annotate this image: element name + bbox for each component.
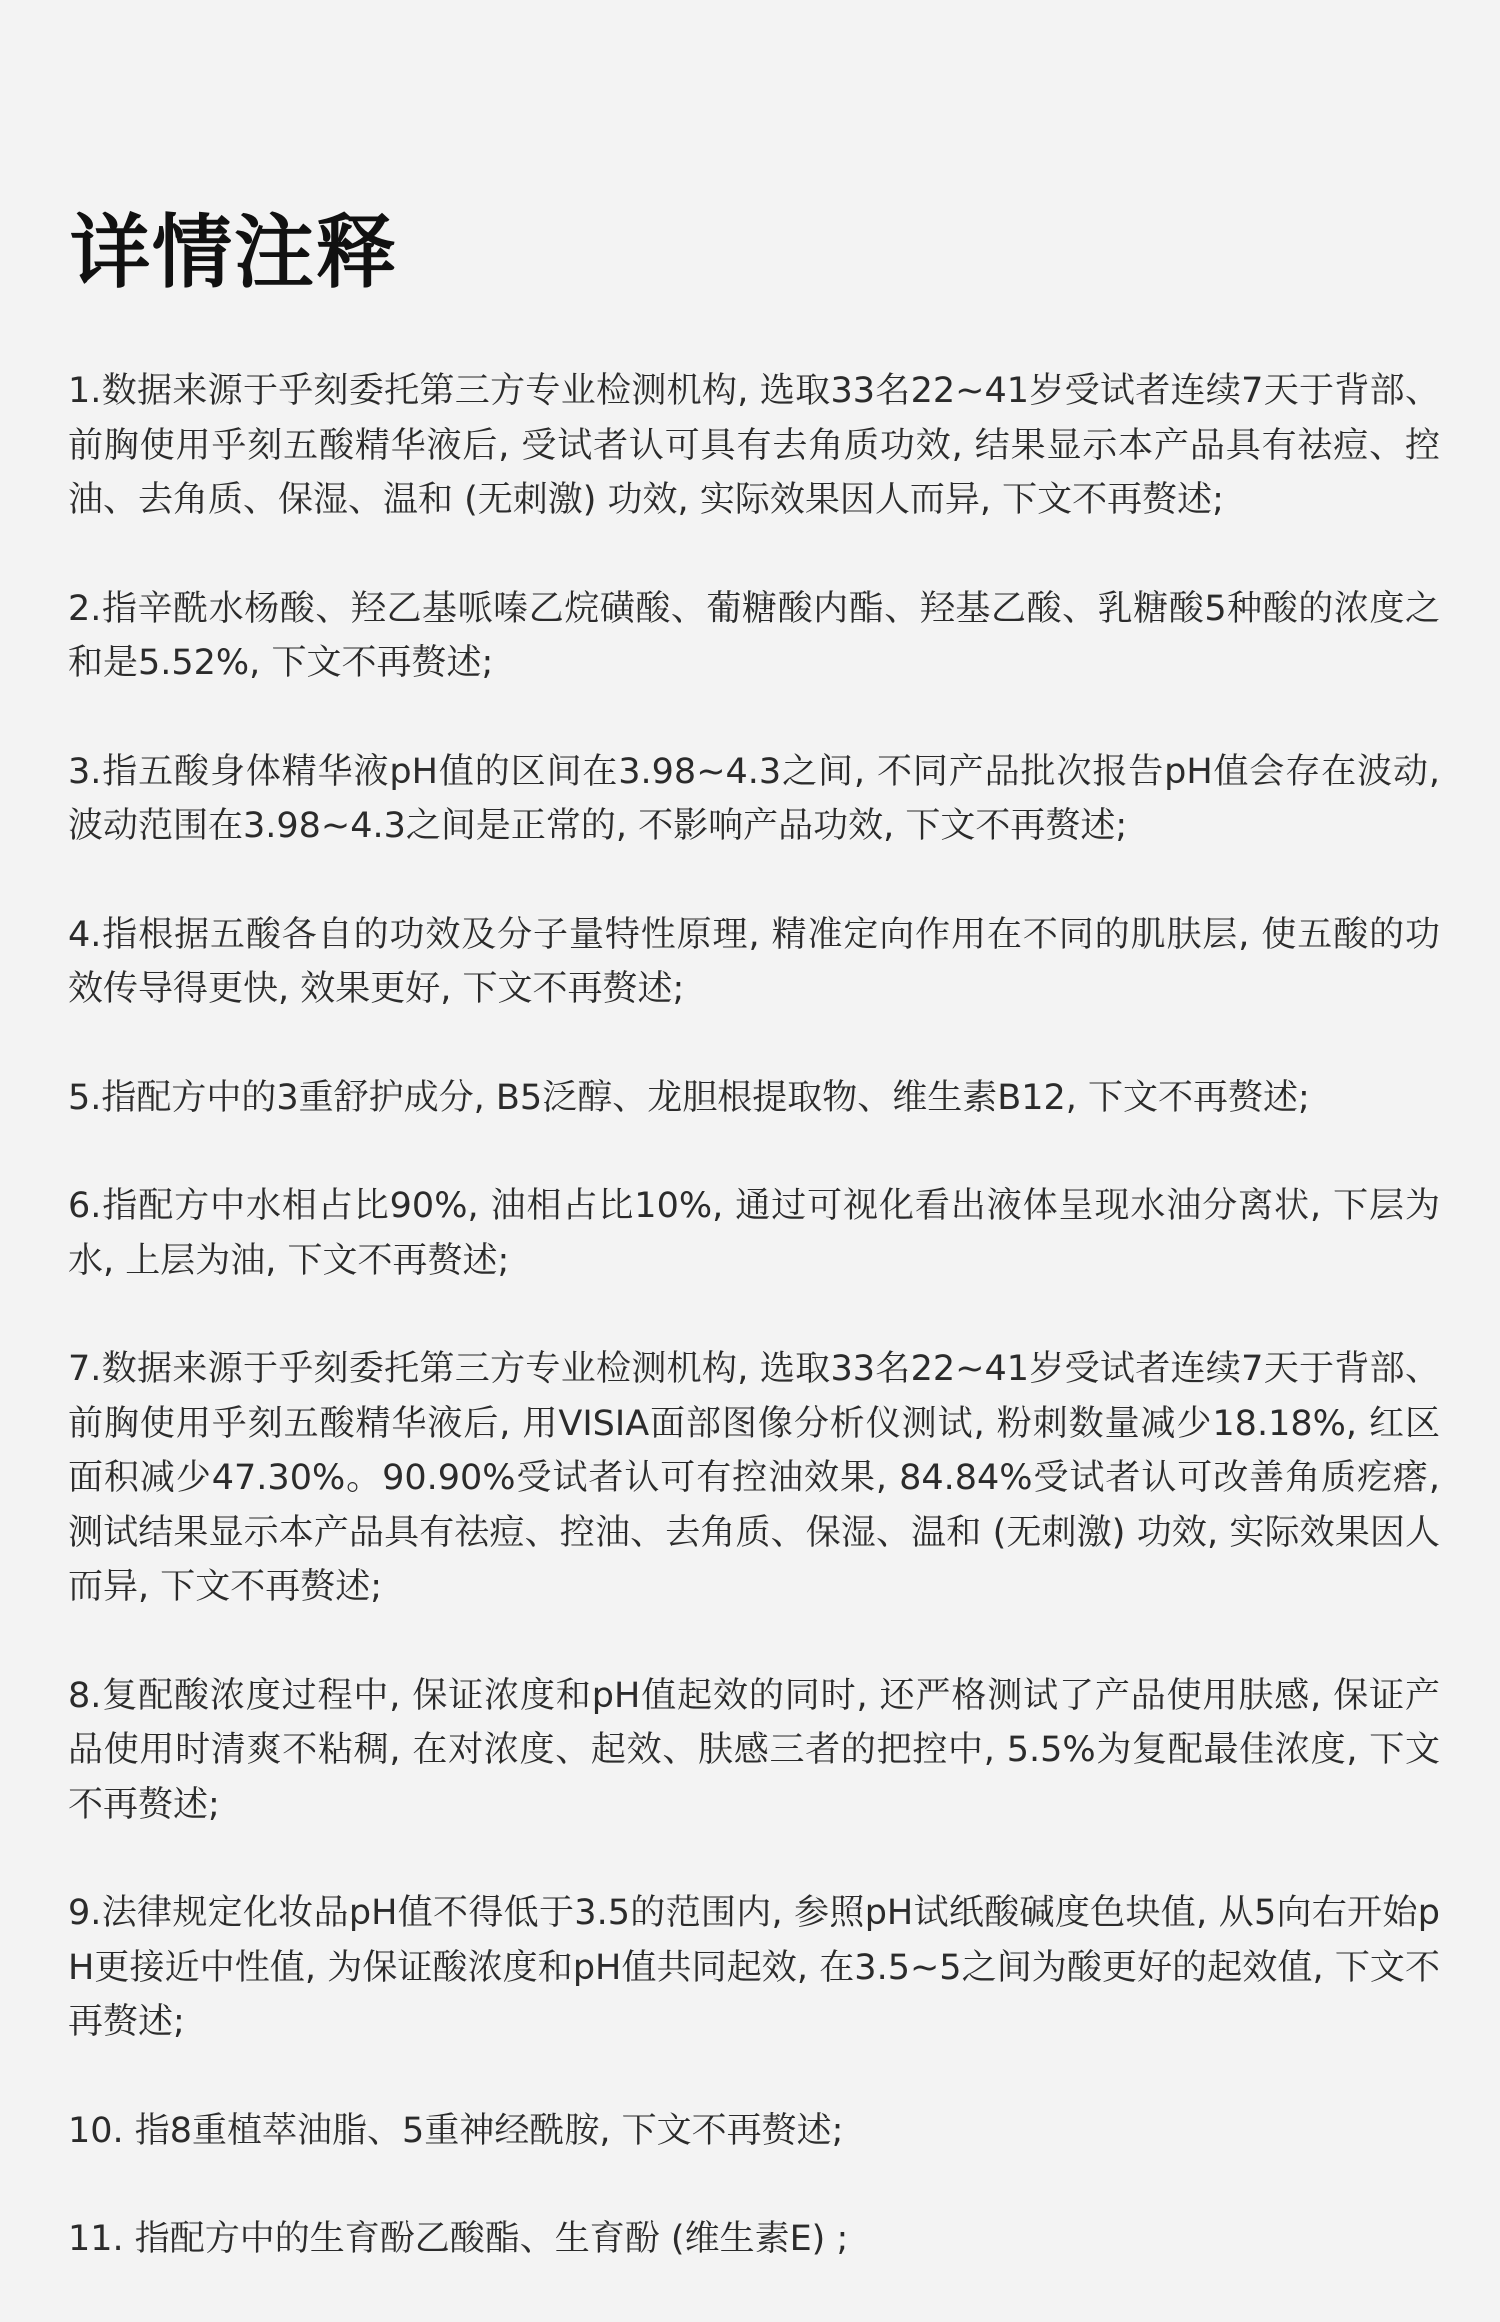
note-item-4: 4.指根据五酸各自的功效及分子量特性原理, 精准定向作用在不同的肌肤层, 使五酸的功效传导得更快, 效果更好, 下文不再赘述;: [68, 914, 1440, 1009]
note-item-3: 3.指五酸身体精华液pH值的区间在3.98~4.3之间, 不同产品批次报告pH值会存在波动, 波动范围在3.98~4.3之间是正常的, 不影响产品功效, 下文不再赘述;: [68, 751, 1440, 846]
note-item-7: 7.数据来源于乎刻委托第三方专业检测机构, 选取33名22~41岁受试者连续7天于背部、前胸使用乎刻五酸精华液后, 用VISIA面部图像分析仪测试, 粉刺数量减少18.18%, 红区面积减少47.30%。90.90%受试者认可有控油效果, 84.84%受试者认可改善角质疙瘩, 测试结果显示本产品具有祛痘、控油、去角质、保湿、温和 (无刺激) 功效, 实际效果因人而异, 下文不再赘述;: [68, 1349, 1440, 1607]
note-item-9: 9.法律规定化妆品pH值不得低于3.5的范围内, 参照pH试纸酸碱度色块值, 从5向右开始pH更接近中性值, 为保证酸浓度和pH值共同起效, 在3.5~5之间为酸更好的起效值, 下文不再赘述;: [68, 1893, 1440, 2042]
page-title: 详情注释: [70, 206, 398, 299]
notes-list: [68, 364, 1440, 2267]
note-item-8: 8.复配酸浓度过程中, 保证浓度和pH值起效的同时, 还严格测试了产品使用肤感, 保证产品使用时清爽不粘稠, 在对浓度、起效、肤感三者的把控中, 5.5%为复配最佳浓度, 下文不再赘述;: [68, 1675, 1440, 1825]
note-item-6: 6.指配方中水相占比90%, 油相占比10%, 通过可视化看出液体呈现水油分离状, 下层为水, 上层为油, 下文不再赘述;: [68, 1186, 1440, 1281]
note-item-2: 2.指辛酰水杨酸、羟乙基哌嗪乙烷磺酸、葡糖酸内酯、羟基乙酸、乳糖酸5种酸的浓度之和是5.52%, 下文不再赘述;: [68, 588, 1440, 683]
note-item-11: 11. 指配方中的生育酚乙酸酯、生育酚 (维生素E) ;: [68, 2219, 849, 2259]
note-item-5: 5.指配方中的3重舒护成分, B5泛醇、龙胆根提取物、维生素B12, 下文不再赘述;: [68, 1077, 1310, 1118]
note-item-1: 1.数据来源于乎刻委托第三方专业检测机构, 选取33名22~41岁受试者连续7天于背部、前胸使用乎刻五酸精华液后, 受试者认可具有去角质功效, 结果显示本产品具有祛痘、控油、去角质、保湿、温和 (无刺激) 功效, 实际效果因人而异, 下文不再赘述;: [68, 371, 1440, 520]
note-item-10: 10. 指8重植萃油脂、5重神经酰胺, 下文不再赘述;: [68, 2110, 844, 2151]
